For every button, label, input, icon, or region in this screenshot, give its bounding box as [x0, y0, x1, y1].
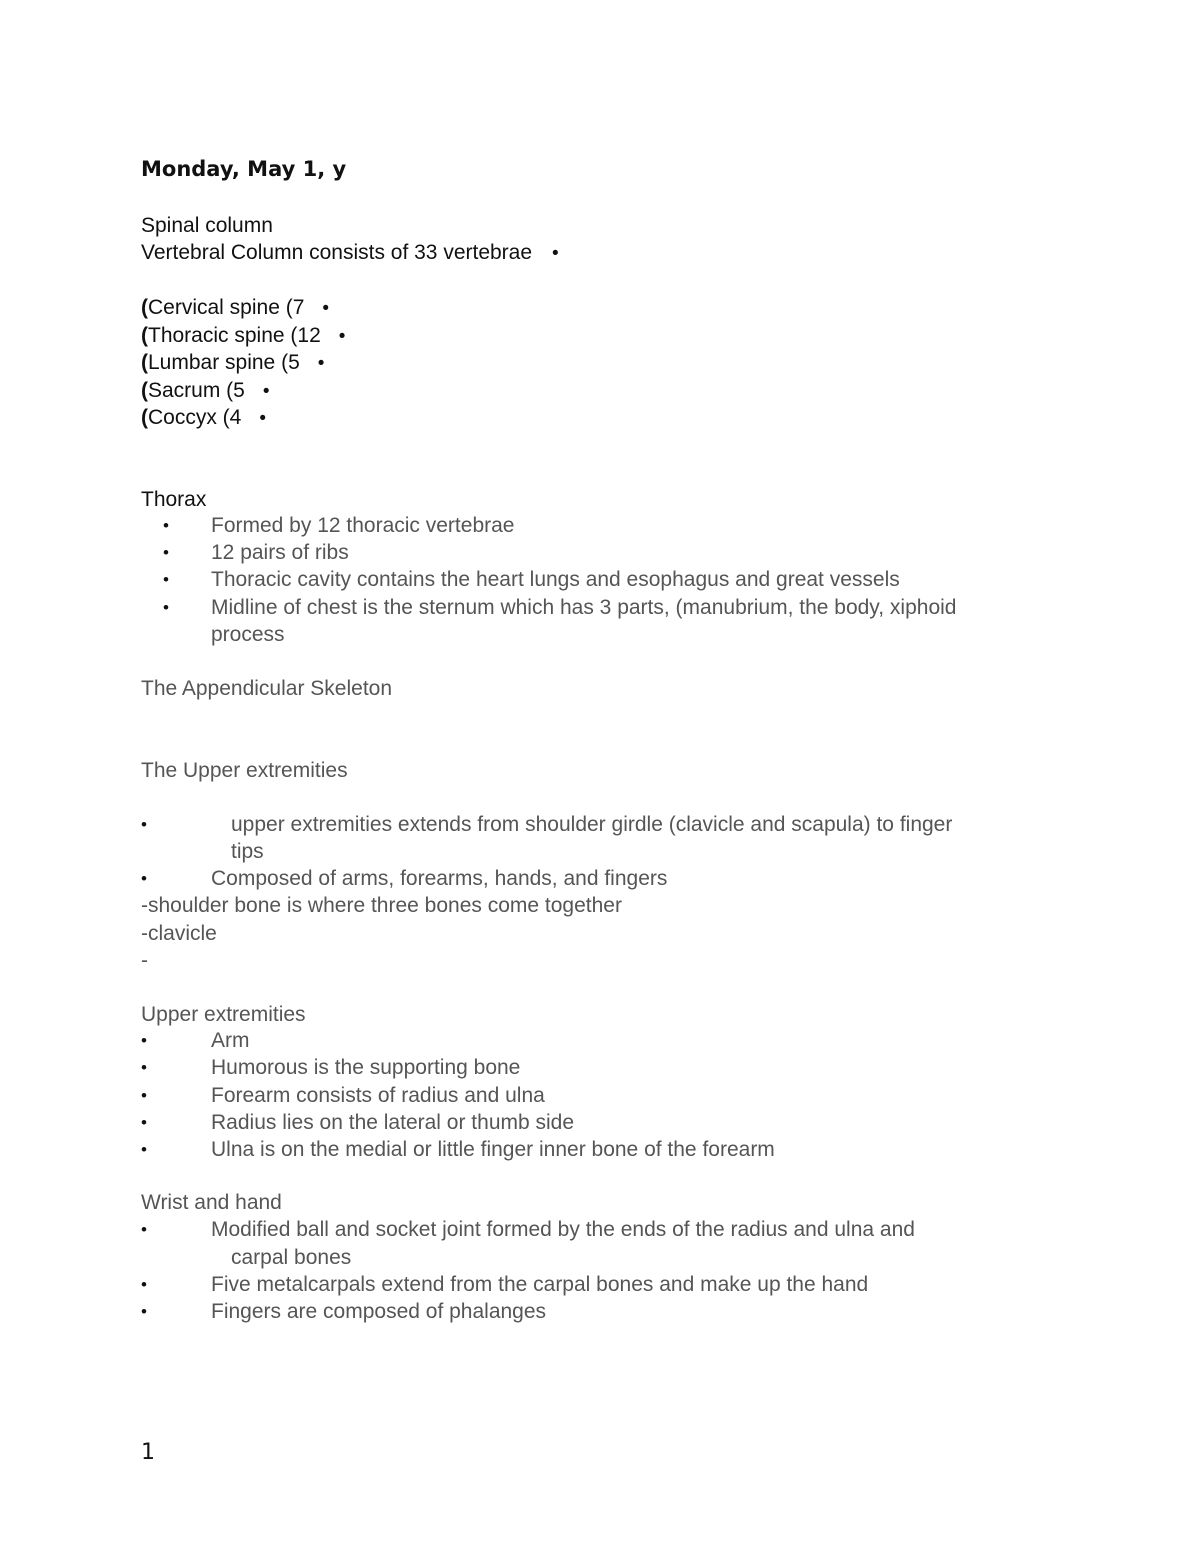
paren-mark: ( [141, 296, 148, 319]
note-line: -shoulder bone is where three bones come together [141, 894, 622, 917]
bullet-icon: • [163, 598, 169, 617]
spine-item-text: Coccyx (4 [148, 406, 242, 429]
bullet-icon: • [317, 353, 325, 374]
list-item-text: Formed by 12 thoracic vertebrae [211, 514, 515, 537]
bullet-icon: • [259, 408, 267, 429]
list-item-text: Fingers are composed of phalanges [211, 1300, 547, 1323]
spine-item-text: Thoracic spine (12 [148, 324, 321, 347]
bullet-icon: • [322, 298, 330, 319]
wrist-hand-title: Wrist and hand [141, 1191, 282, 1214]
bullet-icon: • [163, 543, 169, 562]
page-number: 1 [141, 1440, 155, 1465]
list-item-text: Forearm consists of radius and ulna [211, 1084, 545, 1107]
spine-item [141, 294, 329, 322]
upper-extremities-title: The Upper extremities [141, 759, 348, 782]
date-heading: Monday, May 1, y [141, 157, 347, 181]
appendicular-title: The Appendicular Skeleton [141, 677, 393, 700]
list-item-text: Thoracic cavity contains the heart lungs and esophagus and great vessels [211, 568, 900, 591]
list-item-text: Arm [211, 1029, 250, 1052]
vertebral-intro-line [141, 239, 559, 267]
bullet-icon: • [141, 869, 147, 888]
spine-item [141, 349, 324, 377]
bullet-icon: • [163, 570, 169, 589]
spine-item-text: Sacrum (5 [148, 379, 245, 402]
thorax-title: Thorax [141, 488, 207, 511]
bullet-icon: • [141, 1113, 147, 1132]
bullet-icon: • [141, 1275, 147, 1294]
list-item-text: Humorous is the supporting bone [211, 1056, 521, 1079]
list-item-text: Five metalcarpals extend from the carpal bones and make up the hand [211, 1273, 869, 1296]
bullet-icon: • [141, 1058, 147, 1077]
spine-item-text: Cervical spine (7 [148, 296, 305, 319]
bullet-icon: • [262, 381, 270, 402]
spine-item [141, 322, 345, 350]
bullet-icon: • [163, 516, 169, 535]
spine-item [141, 377, 270, 405]
list-item-text: Radius lies on the lateral or thumb side [211, 1111, 575, 1134]
list-item-text: Midline of chest is the sternum which has 3 parts, (manubrium, the body, xiphoid [211, 596, 957, 619]
bullet-icon: • [141, 1220, 147, 1239]
list-item-text: Modified ball and socket joint formed by the ends of the radius and ulna and [211, 1218, 915, 1241]
list-item-text: carpal bones [231, 1246, 352, 1269]
list-item-text: Ulna is on the medial or little finger inner bone of the forearm [211, 1138, 775, 1161]
bullet-icon: • [141, 1140, 147, 1159]
paren-mark: ( [141, 406, 148, 429]
bullet-icon: • [141, 1031, 147, 1050]
list-item-text: process [211, 623, 285, 646]
spine-item-text: Lumbar spine (5 [148, 351, 300, 374]
spine-item [141, 404, 266, 432]
note-line: -clavicle [141, 922, 217, 945]
vertebral-intro-text: Vertebral Column consists of 33 vertebrae [141, 241, 533, 264]
upper-extremities-2-title: Upper extremities [141, 1003, 306, 1026]
list-item-text: Composed of arms, forearms, hands, and fingers [211, 867, 668, 890]
list-item-text: 12 pairs of ribs [211, 541, 349, 564]
bullet-icon: • [141, 815, 147, 834]
paren-mark: ( [141, 324, 148, 347]
paren-mark: ( [141, 379, 148, 402]
spinal-column-title: Spinal column [141, 214, 273, 237]
list-item-text: upper extremities extends from shoulder girdle (clavicle and scapula) to finger [231, 813, 953, 836]
bullet-icon: • [552, 243, 559, 264]
paren-mark: ( [141, 351, 148, 374]
bullet-icon: • [338, 326, 346, 347]
note-line: - [141, 949, 148, 972]
bullet-icon: • [141, 1302, 147, 1321]
bullet-icon: • [141, 1086, 147, 1105]
list-item-text: tips [231, 840, 264, 863]
